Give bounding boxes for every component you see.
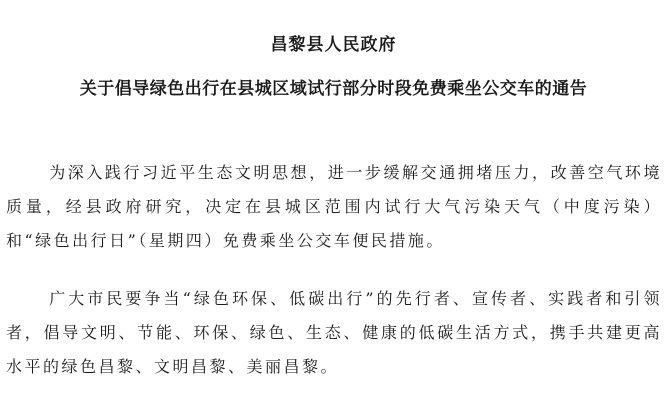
notice-title: 关于倡导绿色出行在县城区域试行部分时段免费乘坐公交车的通告: [79, 79, 588, 99]
body-paragraph-2: 广大市民要争当“绿色环保、低碳出行”的先行者、宣传者、实践者和引领者，倡导文明、节能、环保、绿色、生态、健康的低碳生活方式，携手共建更高水平的绿色昌黎、文明昌黎、美丽昌黎。: [6, 289, 662, 376]
issuing-organization-title: 昌黎县人民政府: [270, 35, 397, 55]
body-paragraph-1: 为深入践行习近平生态文明思想，进一步缓解交通拥堵压力，改善空气环境质量，经县政府研究，决定在县城区范围内试行大气污染天气（中度污染）和“绿色出行日”（星期四）免费乘坐公交车便民措施。: [6, 163, 662, 250]
